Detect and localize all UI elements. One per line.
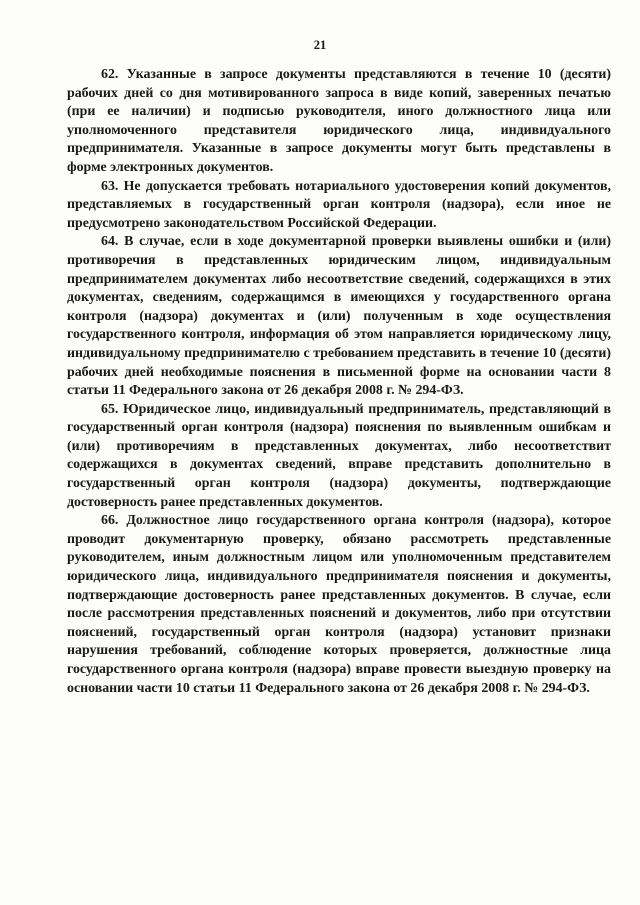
paragraph-66: 66. Должностное лицо государственного органа контроля (надзора), которое проводит документарную проверку, обязано рассмотреть представленные руководителем, иным должностным лицом или уполномоченным представителем юридического лица, индивидуального предпринимателя пояснения и документы, подтверждающие достоверность ранее представленных документов. В случае, если после рассмотрения представленных пояснений и документов, либо при отсутствии пояснений, государственный орган контроля (надзора) установит признаки нарушения требований, соблюдение которых проверяется, должностные лица государственного органа контроля (надзора) вправе провести выездную проверку на основании части 10 статьи 11 Федерального закона от 26 декабря 2008 г. № 294-ФЗ. bbox=[67, 513, 611, 696]
paragraph-63: 63. Не допускается требовать нотариального удостоверения копий документов, представляемых в государственный орган контроля (надзора), если иное не предусмотрено законодательством Российской Федерации. bbox=[67, 178, 611, 231]
document-body bbox=[67, 66, 611, 698]
paragraph-64: 64. В случае, если в ходе документарной проверки выявлены ошибки и (или) противоречия в представленных юридическим лицом, индивидуальным предпринимателем документах либо несоответствие сведений, содержащихся в этих документах, сведениям, содержащимся в имеющихся у государственного органа контроля (надзора) документах и (или) полученным в ходе осуществления государственного контроля, информация об этом направляется юридическому лицу, индивидуальному предпринимателю с требованием представить в течение 10 (десяти) рабочих дней необходимые пояснения в письменной форме на основании части 8 статьи 11 Федерального закона от 26 декабря 2008 г. № 294-ФЗ. bbox=[67, 234, 611, 399]
paragraph-65: 65. Юридическое лицо, индивидуальный предприниматель, представляющий в государственный орган контроля (надзора) пояснения по выявленным ошибкам и (или) противоречиям в представленных документах, либо несоответствит содержащихся в документах сведений, вправе представить дополнительно в государственный орган контроля (надзора) документы, подтверждающие достоверность ранее представленных документов. bbox=[67, 401, 611, 510]
paragraph-62: 62. Указанные в запросе документы представляются в течение 10 (десяти) рабочих дней со дня мотивированного запроса в виде копий, заверенных печатью (при ее наличии) и подписью руководителя, иного должностного лица или уполномоченного представителя юридического лица, индивидуального предпринимателя. Указанные в запросе документы могут быть представлены в форме электронных документов. bbox=[67, 67, 611, 175]
page-number: 21 bbox=[313, 38, 327, 52]
